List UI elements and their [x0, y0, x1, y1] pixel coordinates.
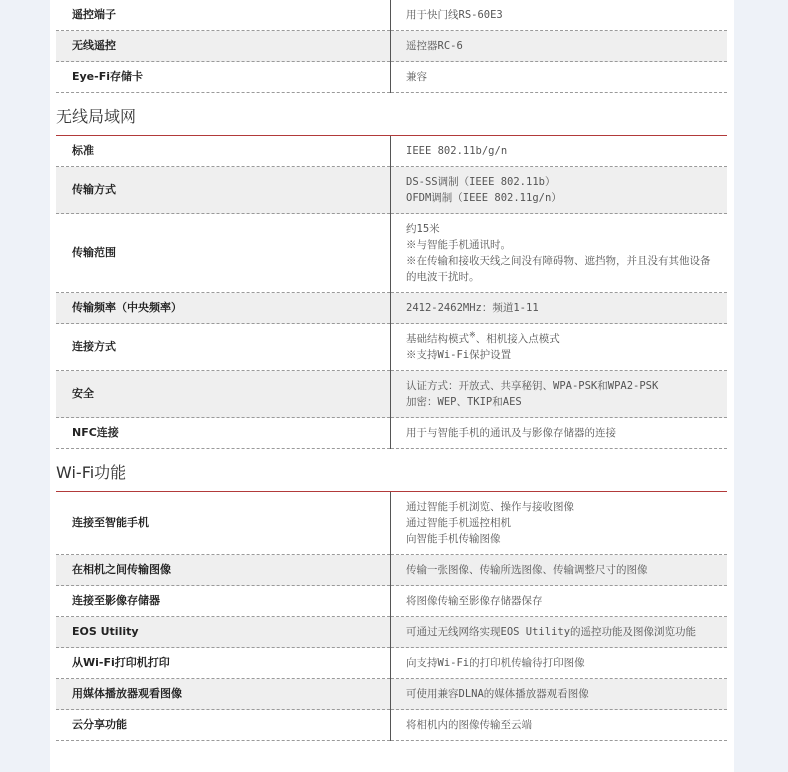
spec-value [391, 586, 728, 617]
section-title: Wi-Fi功能 [56, 455, 727, 492]
spec-key: EOS Utility [56, 617, 391, 648]
spec-row [56, 214, 727, 293]
spec-row [56, 418, 727, 449]
spec-key: 标准 [56, 136, 391, 167]
spec-value-line: 兼容 [406, 71, 427, 83]
spec-value [391, 324, 728, 371]
spec-row [56, 293, 727, 324]
spec-value-line: 将相机内的图像传输至云端 [406, 719, 532, 731]
spec-key: 传输范围 [56, 214, 391, 293]
spec-row [56, 617, 727, 648]
spec-value [391, 214, 728, 293]
spec-row [56, 555, 727, 586]
spec-value-line: 传输一张图像、传输所选图像、传输调整尺寸的图像 [406, 564, 648, 576]
spec-value [391, 617, 728, 648]
spec-key: NFC连接 [56, 418, 391, 449]
spec-table [56, 0, 727, 93]
spec-key: 用媒体播放器观看图像 [56, 679, 391, 710]
spec-row [56, 0, 727, 31]
spec-value [391, 293, 728, 324]
spec-value [391, 0, 728, 31]
spec-row [56, 492, 727, 555]
spec-row [56, 324, 727, 371]
spec-value [391, 418, 728, 449]
spec-value [391, 492, 728, 555]
spec-value-line: 可使用兼容DLNA的媒体播放器观看图像 [406, 688, 589, 700]
spec-row [56, 710, 727, 741]
spec-value [391, 371, 728, 418]
spec-value [391, 648, 728, 679]
spec-table [56, 492, 727, 741]
spec-value-line: DS-SS调制（IEEE 802.11b） [406, 176, 556, 188]
spec-row [56, 586, 727, 617]
spec-value-line: 认证方式：开放式、共享秘钥、WPA-PSK和WPA2-PSK [406, 380, 659, 392]
spec-value-line: 加密：WEP、TKIP和AES [406, 396, 522, 408]
spec-content [56, 0, 727, 741]
spec-key: 云分享功能 [56, 710, 391, 741]
spec-row [56, 679, 727, 710]
spec-value-line: 用于快门线RS-60E3 [406, 9, 503, 21]
spec-value [391, 167, 728, 214]
spec-key: 遥控端子 [56, 0, 391, 31]
spec-value [391, 710, 728, 741]
spec-key: 传输频率（中央频率） [56, 293, 391, 324]
spec-value-line: 约15米 [406, 223, 440, 235]
section-title: 无线局域网 [56, 99, 727, 136]
spec-value [391, 62, 728, 93]
spec-key: 从Wi-Fi打印机打印 [56, 648, 391, 679]
spec-value [391, 679, 728, 710]
spec-value-line: 向智能手机传输图像 [406, 533, 501, 545]
spec-value-line: 可通过无线网络实现EOS Utility的遥控功能及图像浏览功能 [406, 626, 697, 638]
spec-value-line: ※在传输和接收天线之间没有障碍物、遮挡物，并且没有其他设备的电波干扰时。 [406, 255, 711, 283]
spec-value-line: 将图像传输至影像存储器保存 [406, 595, 543, 607]
spec-value-line: ※支持Wi-Fi保护设置 [406, 349, 512, 361]
spec-value [391, 136, 728, 167]
spec-row [56, 648, 727, 679]
spec-value-line: ※与智能手机通讯时。 [406, 239, 511, 251]
spec-row [56, 167, 727, 214]
spec-value-line: 通过智能手机浏览、操作与接收图像 [406, 501, 574, 513]
spec-value-line: 遥控器RC-6 [406, 40, 463, 52]
spec-key: 安全 [56, 371, 391, 418]
spec-value-line: 2412-2462MHz：频道1-11 [406, 302, 539, 314]
spec-key: 连接方式 [56, 324, 391, 371]
spec-value [391, 31, 728, 62]
spec-key: Eye-Fi存储卡 [56, 62, 391, 93]
spec-key: 连接至智能手机 [56, 492, 391, 555]
spec-row [56, 136, 727, 167]
spec-row [56, 371, 727, 418]
spec-value-line: 通过智能手机遥控相机 [406, 517, 511, 529]
spec-table [56, 136, 727, 449]
spec-row [56, 62, 727, 93]
spec-page [50, 0, 734, 772]
spec-key: 连接至影像存储器 [56, 586, 391, 617]
spec-value-line: OFDM调制（IEEE 802.11g/n） [406, 192, 562, 204]
spec-value-line: 向支持Wi-Fi的打印机传输待打印图像 [406, 657, 585, 669]
spec-key: 无线遥控 [56, 31, 391, 62]
spec-row [56, 31, 727, 62]
spec-value-line: 基础结构模式※、相机接入点模式 [406, 330, 560, 345]
spec-value-line: IEEE 802.11b/g/n [406, 145, 508, 157]
spec-key: 传输方式 [56, 167, 391, 214]
spec-value [391, 555, 728, 586]
spec-value-line: 用于与智能手机的通讯及与影像存储器的连接 [406, 427, 616, 439]
spec-key: 在相机之间传输图像 [56, 555, 391, 586]
